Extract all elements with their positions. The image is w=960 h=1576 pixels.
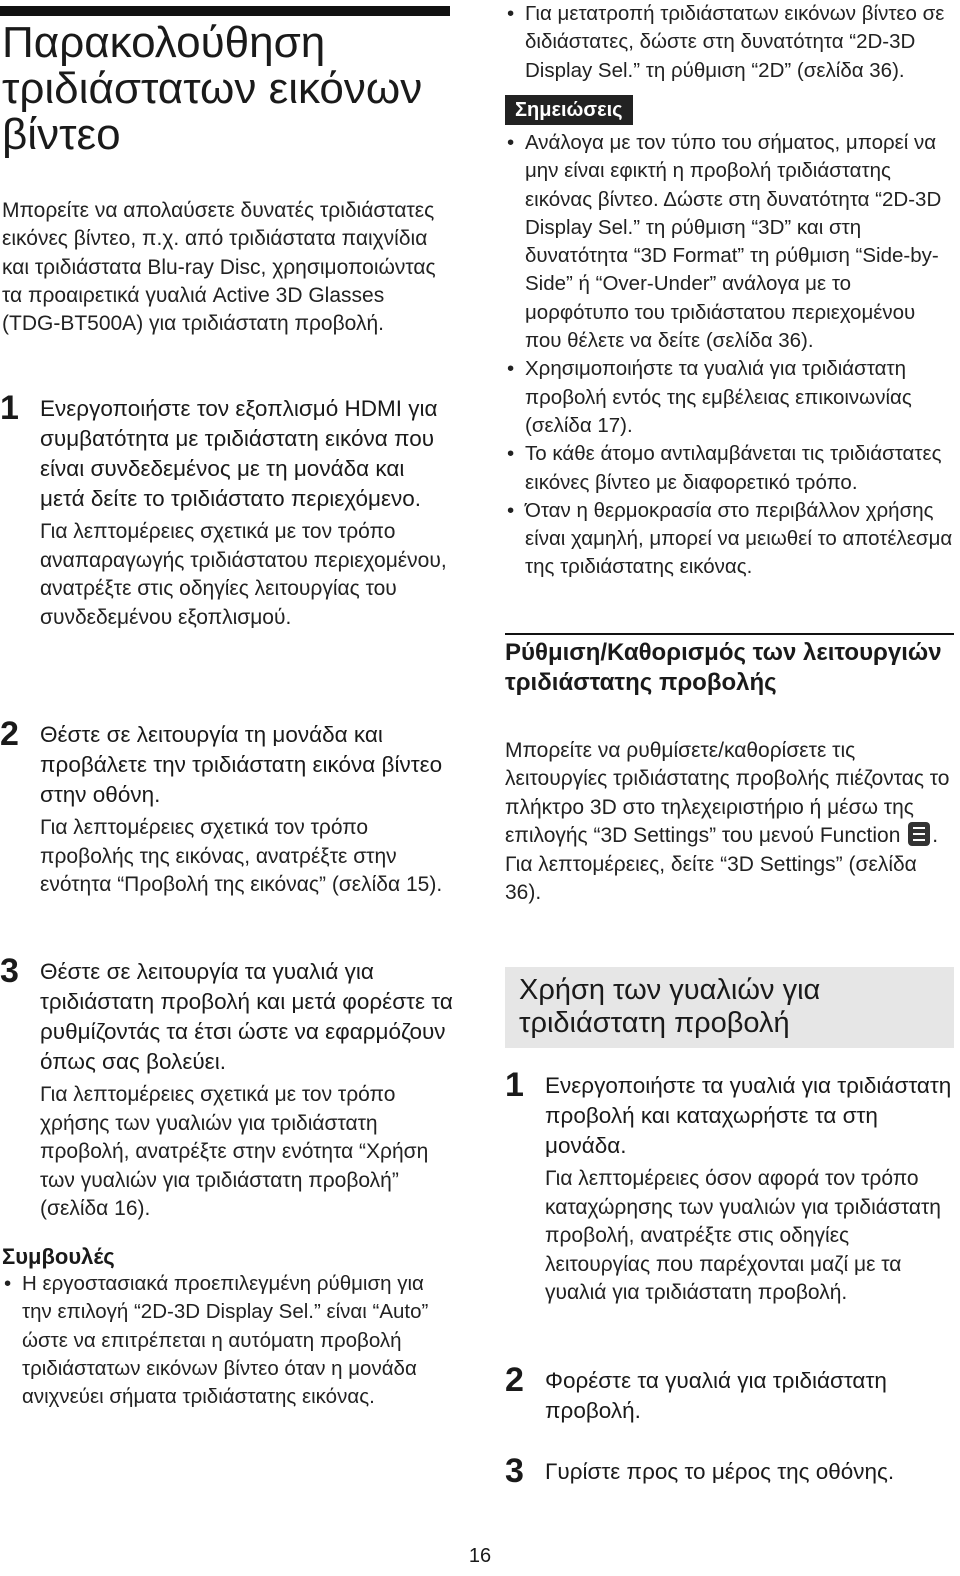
function-menu-icon <box>908 822 930 846</box>
tips-list <box>2 1270 450 1411</box>
settings-body-text-end: . Για λεπτομέρειες, δείτε “3D Settings” (σελίδα 36). <box>505 824 939 905</box>
step-text: Ενεργοποιήστε τον εξοπλισμό HDMI για συμβατότητα με τριδιάστατη εικόνα που είναι συνδεδεμένος με τη μονάδα και μετά δείτε το τριδιάστατο περιεχόμενο. <box>40 396 438 511</box>
step-detail: Για λεπτομέρειες όσον αφορά τον τρόπο καταχώρησης των γυαλιών για τριδιάστατη προβολή, ανατρέξτε στις οδηγίες λειτουργίας που παρέχονται μαζί με τα γυαλιά για τριδιάστατη προβολή. <box>545 1167 941 1304</box>
section-rule <box>505 633 954 635</box>
tips-continued-list <box>505 0 955 85</box>
step-text: Ενεργοποιήστε τα γυαλιά για τριδιάστατη προβολή και καταχωρήστε τα στη μονάδα. <box>545 1073 952 1158</box>
settings-section-title: Ρύθμιση/Καθορισμός των λειτουργιών τριδιάστατης προβολής <box>505 639 942 696</box>
step-1 <box>0 389 455 632</box>
step-number: 2 <box>0 715 19 753</box>
step-number: 2 <box>505 1361 524 1399</box>
step-number: 1 <box>505 1066 524 1104</box>
tip-item: • Η εργοστασιακά προεπιλεγμένη ρύθμιση για την επιλογή “2D-3D Display Sel.” είναι “Auto” ώστε να επιτρέπεται η αυτόματη προβολή τριδιάστατων εικόνων βίντεο όταν η μονάδα ανιχνεύει σήματα τριδιάστατης εικόνας. <box>2 1270 450 1411</box>
step-number: 3 <box>0 952 19 990</box>
step-detail: Για λεπτομέρειες σχετικά με τον τρόπο χρήσης των γυαλιών για τριδιάστατη προβολή, ανατρέξτε στην ενότητα “Χρήση των γυαλιών για τριδιάστατη προβολή” (σελίδα 16). <box>40 1083 429 1220</box>
note-item: • Όταν η θερμοκρασία στο περιβάλλον χρήσης είναι χαμηλή, μπορεί να μειωθεί το αποτέλεσμα της τριδιάστατης εικόνας. <box>505 497 955 582</box>
step-text: Θέστε σε λειτουργία τη μονάδα και προβάλετε την τριδιάστατη εικόνα βίντεο στην οθόνη. <box>40 722 443 807</box>
step-number: 1 <box>0 389 19 427</box>
glasses-step-3 <box>505 1452 955 1490</box>
step-3 <box>0 952 455 1224</box>
glasses-section-header <box>505 967 954 1048</box>
notes-heading: Σημειώσεις <box>505 95 633 125</box>
step-text: Γυρίστε προς το μέρος της οθόνης. <box>545 1459 895 1484</box>
top-rule <box>0 6 450 16</box>
settings-section-body <box>505 737 950 907</box>
page-number: 16 <box>468 1545 492 1567</box>
step-text: Φορέστε τα γυαλιά για τριδιάστατη προβολή. <box>545 1368 887 1423</box>
notes-list <box>505 129 955 582</box>
glasses-section-title: Χρήση των γυαλιών για τριδιάστατη προβολή <box>519 974 821 1039</box>
tip-item: • Για μετατροπή τριδιάστατων εικόνων βίντεο σε διδιάστατες, δώστε στη δυνατότητα “2D-3D Display Sel.” τη ρύθμιση “2D” (σελίδα 36). <box>505 0 955 85</box>
tips-heading: Συμβουλές <box>2 1244 115 1269</box>
step-detail: Για λεπτομέρειες σχετικά τον τρόπο προβολής της εικόνας, ανατρέξτε στην ενότητα “Προβολή της εικόνας” (σελίδα 15). <box>40 816 443 896</box>
step-detail: Για λεπτομέρειες σχετικά με τον τρόπο αναπαραγωγής τριδιάστατου περιεχομένου, ανατρέξτε στις οδηγίες λειτουργίας του συνδεδεμένου εξοπλισμού. <box>40 520 447 629</box>
page-title: Παρακολούθηση τριδιάστατων εικόνων βίντεο <box>2 18 423 159</box>
glasses-step-1 <box>505 1066 955 1308</box>
intro-paragraph: Μπορείτε να απολαύσετε δυνατές τριδιάστατες εικόνες βίντεο, π.χ. από τριδιάστατα παιχνίδια και τριδιάστατα Blu-ray Disc, χρησιμοποιώντας τα προαιρετικά γυαλιά Active 3D Glasses (TDG-BT500A) για τριδιάστατη προβολή. <box>2 199 436 336</box>
note-item: • Το κάθε άτομο αντιλαμβάνεται τις τριδιάστατες εικόνες βίντεο με διαφορετικό τρόπο. <box>505 440 955 497</box>
glasses-step-2 <box>505 1361 955 1426</box>
step-text: Θέστε σε λειτουργία τα γυαλιά για τριδιάστατη προβολή και μετά φορέστε τα ρυθμίζοντάς τα έτσι ώστε να εφαρμόζουν όπως σας βολεύει. <box>40 959 453 1074</box>
settings-body-text: Μπορείτε να ρυθμίσετε/καθορίσετε τις λειτουργίες τριδιάστατης προβολής πιέζοντας το πλήκτρο 3D στο τηλεχειριστήριο ή μέσω της επιλογής “3D Settings” του μενού Function <box>505 739 950 848</box>
note-item: • Ανάλογα με τον τύπο του σήματος, μπορεί να μην είναι εφικτή η προβολή τριδιάστατης εικόνας βίντεο. Δώστε στη δυνατότητα “2D-3D Display Sel.” τη ρύθμιση “3D” και στη δυνατότητα “3D Format” τη ρύθμιση “Side-by-Side” ή “Over-Under” ανάλογα με το μορφότυπο του τριδιάστατου περιεχομένου που θέλετε να δείτε (σελίδα 36). <box>505 129 955 355</box>
step-2 <box>0 715 455 900</box>
step-number: 3 <box>505 1452 524 1490</box>
note-item: • Χρησιμοποιήστε τα γυαλιά για τριδιάστατη προβολή εντός της εμβέλειας επικοινωνίας (σελίδα 17). <box>505 355 955 440</box>
